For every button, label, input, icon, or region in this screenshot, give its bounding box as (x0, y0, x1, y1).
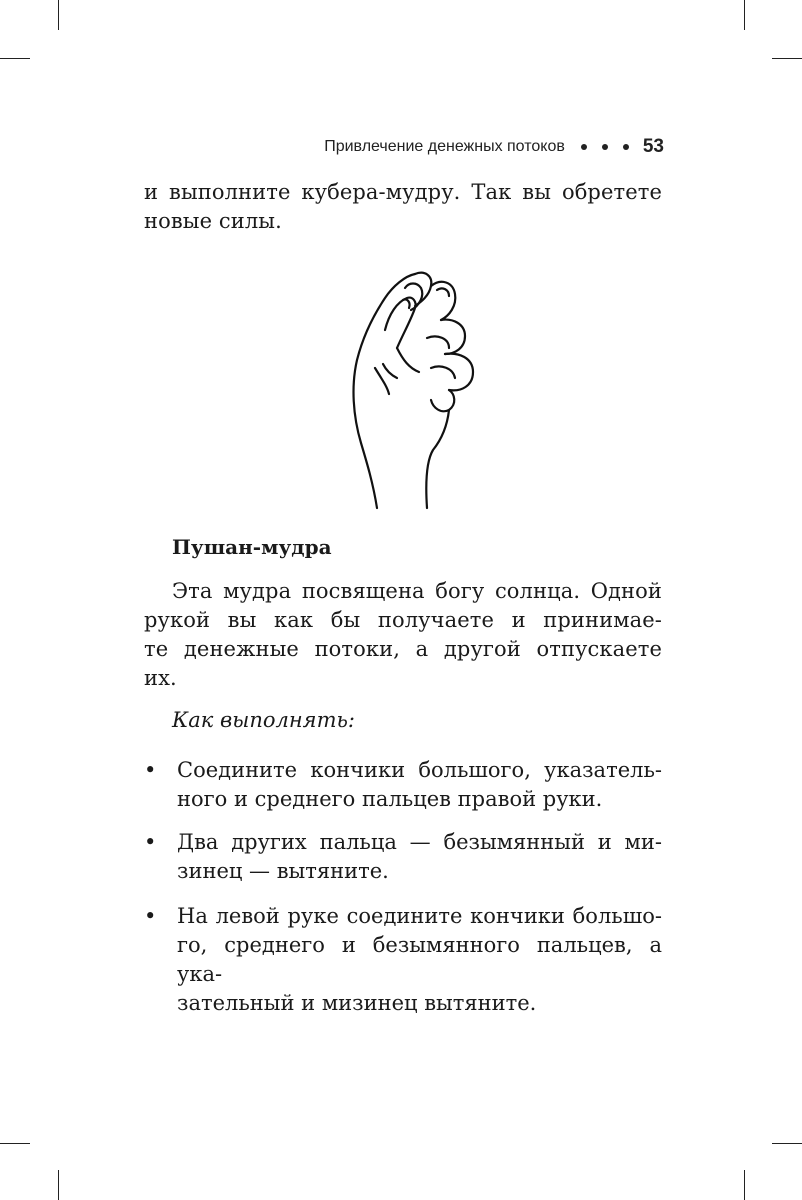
bullet-1-line-2: ного и среднего пальцев правой руки. (177, 787, 603, 811)
list-item (144, 902, 662, 1018)
bullet-3-line-2: го, среднего и безымянного пальцев, а ука- (177, 933, 662, 986)
page-number: 53 (642, 136, 664, 157)
crop-mark-bottom-left-h (0, 1143, 30, 1144)
crop-mark-top-right-h (772, 58, 802, 59)
crop-mark-bottom-left (58, 1170, 59, 1200)
paragraph-line-4: их. (144, 666, 177, 690)
intro-line-2: новые силы. (144, 209, 282, 233)
bullet-1-line-1: Соедините кончики большого, указатель- (177, 758, 662, 782)
section-heading: Пушан-мудра (172, 535, 332, 559)
dot-icon (602, 144, 608, 150)
running-head (324, 136, 664, 158)
bullet-3-line-3: зательный и мизинец вытяните. (177, 991, 537, 1015)
running-head-title: Привлечение денежных потоков (324, 138, 565, 155)
paragraph-line-2: рукой вы как бы получаете и принимае- (144, 608, 662, 632)
howto-label: Как выполнять: (172, 708, 356, 732)
crop-mark-top-left-h (0, 58, 30, 59)
paragraph-line-1: Эта мудра посвящена богу солнца. Одной (172, 579, 662, 603)
intro-line-1: и выполните кубера-мудру. Так вы обретете (144, 180, 662, 204)
bullet-list (144, 902, 662, 1018)
bullet-icon: • (144, 830, 157, 854)
dot-icon (581, 144, 587, 150)
crop-mark-bottom-right-h (772, 1143, 802, 1144)
bullet-icon: • (144, 758, 157, 782)
list-item (144, 828, 662, 886)
bullet-icon: • (144, 904, 157, 928)
dot-icon (623, 144, 629, 150)
crop-mark-top-left (58, 0, 59, 30)
list-item (144, 756, 662, 814)
bullet-2-line-1: Два других пальца — безымянный и ми- (177, 830, 662, 854)
bullet-list (144, 756, 662, 814)
crop-mark-top-right (744, 0, 745, 30)
bullet-list (144, 828, 662, 886)
bullet-2-line-2: зинец — вытяните. (177, 859, 389, 883)
bullet-3-line-1: На левой руке соедините кончики большо- (177, 904, 662, 928)
crop-mark-bottom-right (744, 1170, 745, 1200)
paragraph-line-3: те денежные потоки, а другой отпускаете (144, 637, 662, 661)
hand-mudra-illustration (345, 268, 485, 510)
running-head-dots (581, 144, 629, 150)
